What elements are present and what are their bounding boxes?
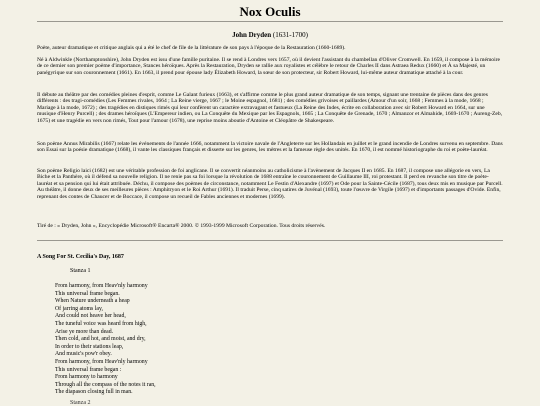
stanza-2-label: Stanza 2 bbox=[70, 400, 91, 406]
poem-line: This universal frame began. bbox=[55, 290, 120, 297]
author-dates: (1631-1700) bbox=[272, 31, 308, 39]
bio-paragraph-1: Poète, auteur dramatique et critique anglais qui a été le chef de file de la littérature de son pays à l'époque de la Restauration (1660-1689). bbox=[37, 45, 346, 51]
poem-line: The tuneful voice was heard from high, bbox=[55, 320, 147, 327]
poem-line: From harmony, from Heav'nly harmony bbox=[55, 358, 148, 365]
poem-line: Then cold, and hot, and moist, and dry, bbox=[55, 336, 146, 343]
poem-line: Of jarring atoms lay, bbox=[55, 305, 103, 312]
divider-top bbox=[37, 21, 503, 22]
poem-title: A Song For St. Cecilia's Day, 1687 bbox=[37, 254, 124, 260]
bio-paragraph-4: Son poème Annus Mirabilis (1667) relate les événements de l'année 1666, notamment la victoire navale de l'Angleterre sur les Hollandais en juillet et le grand incendie de Londres survenu en septembre. Dans son Essai sur la poésie dramatique (1668), il vante les classiques français et disserte sur les genres, les mètres et la fameuse règle des unités. En 1670, il est nommé historiographe du roi et poète-lauréat. bbox=[37, 141, 503, 154]
poem-line: From harmony, from Heav'nly harmony bbox=[55, 283, 148, 289]
poem-stanza-1 bbox=[55, 283, 355, 397]
poem-line: Through all the compass of the notes it ran, bbox=[55, 381, 156, 388]
poem-line: From harmony to harmony bbox=[55, 374, 118, 381]
stanza-1-label: Stanza 1 bbox=[70, 268, 91, 274]
bio-paragraph-5: Son poème Religio laici (1682) est une véritable profession de foi anglicane. Il se convertit néanmoins au catholicisme à l'avènement de Jacques II en 1685. En 1687, il compose une allégorie en vers, La Biche et la Panthère, où il défend sa nouvelle religion. Il ne renie pas sa foi lorsque la révolution de 1688 entraîne le couronnement de Guillaume III, roi protestant. Il perd en revanche son titre de poète-lauréat et sa pension qui lui était attribuée. Déchu, il compose des poèmes de circonstance, notamment Le Festin d'Alexandre (1697) et Ode pour la Sainte-Cécile (1687), tous deux mis en musique par Purcell. Au théâtre, il donne deux de ses meilleures pièces : Amphitryon et le Roi Arthur (1691). Il traduit Perse, cinq satires de Juvénal (1693), toute l'œuvre de Virgile (1697) et d'importants passages d'Ovide. Enfin, reprenant des contes de Chaucer et de Boccace, il compose un recueil de Fables anciennes et modernes (1699). bbox=[37, 168, 503, 200]
divider-middle bbox=[37, 240, 503, 241]
poem-line: When Nature underneath a heap bbox=[55, 298, 130, 305]
poem-line: Arise ye more than dead. bbox=[55, 328, 114, 335]
author-name: John Dryden bbox=[232, 31, 272, 39]
author-heading bbox=[0, 31, 540, 39]
bio-paragraph-3: Il débute au théâtre par des comédies pleines d'esprit, comme Le Galant furieux (1663), et s'affirme comme le plus grand auteur dramatique de son temps, signant une trentaine de pièces dans des genres différents : des tragi-comédies (Les Femmes rivales, 1664 ; La Reine vierge, 1667 ; le Moine espagnol, 1681) ; des comédies grivoises et paillardes (Amour d'un soir, 1668 ; Femmes à la mode, 1668 ; Mariage à la mode, 1672) ; des tragédies en distiques rimés qui leur confèrent un caractère extravagant et fastueux (La Reine des Indes, écrite en collaboration avec sir Robert Howard en 1664, sur une musique d'Henry Purcell) ; des drames héroïques (L'Empereur indien, ou La Conquête du Mexique par les Espagnols, 1665 ; La Conquête de Grenade, 1670 ; Almanzor et Almahide, 1669-1670 ; Aureng-Zeb, 1675) et une tragédie en vers non rimés, Tout pour l'amour (1678), une reprise moins aboutie d'Antoine et Cléopâtre de Shakespeare. bbox=[37, 92, 503, 124]
poem-line: The diapason closing full in man. bbox=[55, 389, 133, 396]
poem-line: And music's pow'r obey. bbox=[55, 351, 112, 358]
poem-line: And could not heave her head, bbox=[55, 313, 126, 320]
poem-line: In order to their stations leap, bbox=[55, 343, 124, 350]
poem-line: This universal frame began : bbox=[55, 366, 122, 373]
source-citation: Tiré de : « Dryden, John », Encyclopédie Microsoft® Encarta® 2000. © 1993-1999 Microsoft Corporation. Tous droits réservés. bbox=[37, 223, 326, 229]
bio-paragraph-2: Né à Aldwinkle (Northamptonshire), John Dryden est issu d'une famille puritaine. Il se rend à Londres vers 1657, où il devient l'assistant du chambellan d'Oliver Cromwell. En 1659, il compose à la mémoire de ce dernier son premier poème d'importance, Stances héroïques. Après la Restauration, Dryden se rallie aux royalistes et célèbre le retour de Charles II dans Astraea Redux (1660) et À sa Majesté, un panégyrique sur son couronnement (1661). En 1663, il prend pour épouse lady Élizabeth Howard, la sœur de son protecteur, sir Robert Howard, lui-même auteur dramatique attaché à la cour. bbox=[37, 57, 501, 76]
site-title: Nox Oculis bbox=[239, 4, 301, 19]
